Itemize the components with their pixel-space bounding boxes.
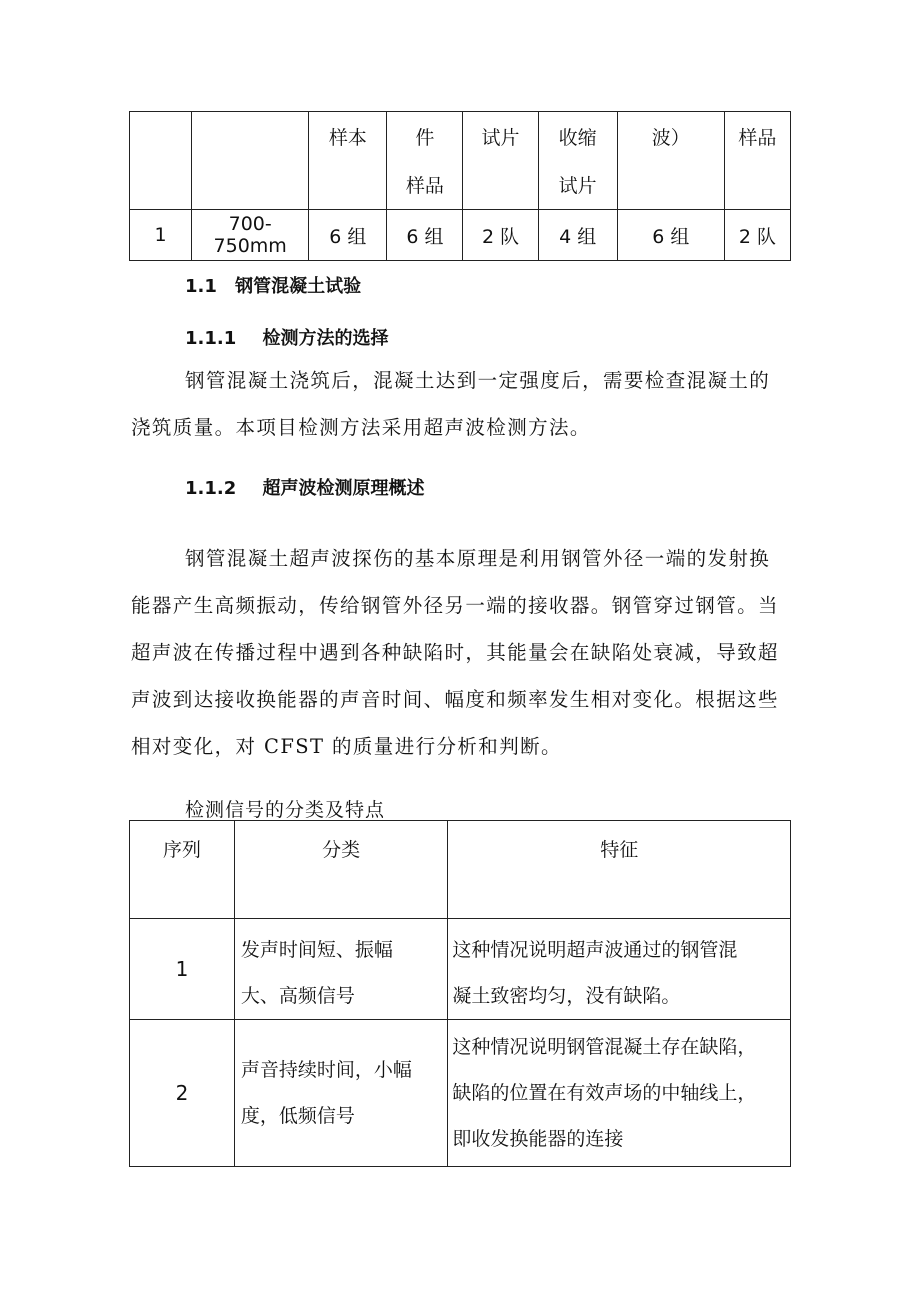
seq-text: 2 <box>175 1080 189 1105</box>
row-feature <box>448 1020 791 1167</box>
heading-title: 超声波检测原理概述 <box>262 478 425 499</box>
row-category <box>234 919 448 1020</box>
header-cell <box>538 112 617 210</box>
header-text: 件 <box>415 127 435 149</box>
feature-line: 即收发换能器的连接 <box>452 1128 624 1150</box>
header-seq <box>130 821 235 919</box>
paragraph-2-line: 超声波在传播过程中遇到各种缺陷时，其能量会在缺陷处衰减，导致超 <box>131 641 779 664</box>
row-cell: 4 组 <box>538 210 617 261</box>
paragraph-1-line-1: 钢管混凝土浇筑后，混凝土达到一定强度后，需要检查混凝土的 <box>185 369 771 392</box>
header-cell <box>309 112 387 210</box>
row-cell: 2 队 <box>463 210 538 261</box>
paragraph-2-line: 能器产生高频振动，传给钢管外径另一端的接收器。钢管穿过钢管。当 <box>131 594 779 617</box>
header-text: 试片 <box>481 127 520 149</box>
header-text: 波） <box>651 127 690 149</box>
header-text: 试片 <box>558 175 597 197</box>
feature-line: 这种情况说明超声波通过的钢管混 <box>452 939 738 961</box>
row-cell: 6 组 <box>309 210 387 261</box>
header-text: 特征 <box>600 839 639 861</box>
row-number: 1 <box>130 210 192 261</box>
heading-number: 1.1 <box>185 276 217 297</box>
table-row <box>130 919 791 1020</box>
row-feature <box>448 919 791 1020</box>
header-cell <box>617 112 724 210</box>
row-size: 700-750mm <box>192 210 309 261</box>
sample-table <box>129 111 791 261</box>
row-seq <box>130 1020 235 1167</box>
heading-title: 检测方法的选择 <box>262 328 389 349</box>
signal-table <box>129 820 791 1167</box>
sample-table-row <box>130 210 791 261</box>
heading-1-1 <box>185 272 361 298</box>
header-text: 收缩 <box>558 127 597 149</box>
heading-number: 1.1.1 <box>185 328 237 349</box>
seq-text: 1 <box>175 956 189 981</box>
heading-title: 钢管混凝土试验 <box>235 276 362 297</box>
header-text: 样本 <box>328 127 367 149</box>
heading-number: 1.1.2 <box>185 478 237 499</box>
header-text: 样品 <box>405 175 444 197</box>
row-seq <box>130 919 235 1020</box>
heading-1-1-2 <box>185 474 425 500</box>
header-text: 序列 <box>162 839 201 861</box>
header-cell <box>192 112 309 210</box>
header-text: 样品 <box>738 127 777 149</box>
sample-table-header-row <box>130 112 791 210</box>
category-line: 度，低频信号 <box>240 1105 355 1127</box>
signal-table-header-row <box>130 821 791 919</box>
paragraph-2-line: 相对变化，对 CFST 的质量进行分析和判断。 <box>131 735 562 758</box>
row-category <box>234 1020 448 1167</box>
feature-line: 缺陷的位置在有效声场的中轴线上， <box>452 1082 757 1104</box>
header-category <box>234 821 448 919</box>
paragraph-2-line: 钢管混凝土超声波探伤的基本原理是利用钢管外径一端的发射换 <box>185 547 771 570</box>
feature-line: 这种情况说明钢管混凝土存在缺陷， <box>452 1036 757 1058</box>
paragraph-1-line-2: 浇筑质量。本项目检测方法采用超声波检测方法。 <box>131 416 591 439</box>
category-line: 发声时间短、振幅 <box>240 939 393 961</box>
header-cell <box>724 112 790 210</box>
heading-1-1-1 <box>185 324 389 350</box>
header-text: 分类 <box>322 839 361 861</box>
category-line: 声音持续时间，小幅 <box>240 1059 412 1081</box>
header-cell <box>387 112 463 210</box>
row-cell: 6 组 <box>387 210 463 261</box>
row-cell: 2 队 <box>724 210 790 261</box>
feature-line: 凝土致密均匀，没有缺陷。 <box>452 985 681 1007</box>
category-line: 大、高频信号 <box>240 985 355 1007</box>
table-caption: 检测信号的分类及特点 <box>185 799 386 821</box>
header-cell <box>130 112 192 210</box>
table-row <box>130 1020 791 1167</box>
header-cell <box>463 112 538 210</box>
paragraph-2-line: 声波到达接收换能器的声音时间、幅度和频率发生相对变化。根据这些 <box>131 688 779 711</box>
row-cell: 6 组 <box>617 210 724 261</box>
header-feature <box>448 821 791 919</box>
